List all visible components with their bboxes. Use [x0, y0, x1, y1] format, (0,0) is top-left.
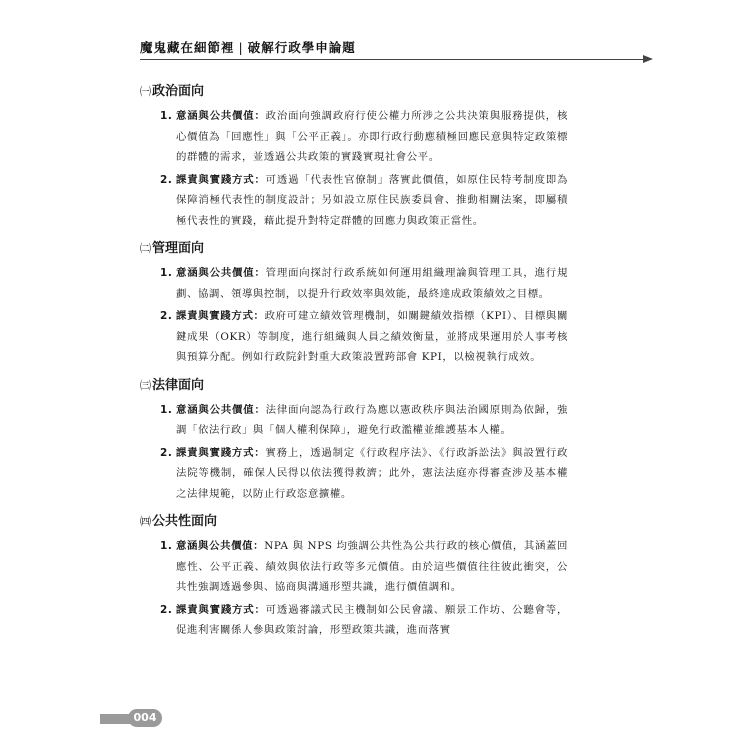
- header-separator: |: [238, 40, 244, 55]
- section-heading: [140, 239, 568, 259]
- item-label: 課責與實踐方式：: [176, 603, 266, 616]
- section-management: [140, 239, 568, 368]
- section-number: ㈢: [140, 378, 151, 392]
- section-number: ㈠: [140, 85, 151, 98]
- list-item: [140, 400, 568, 441]
- list-item: [140, 443, 568, 505]
- item-text: 管理面向探討行政系統如何運用組織理論與管理工具，進行規劃、協調、領導與控制，以提升行政效率與效能，最終達成政策績效之目標。: [176, 267, 568, 300]
- main-content: [140, 74, 568, 643]
- item-text: 實務上，透過制定《行政程序法》、《行政訴訟法》與設置行政法院等機制，確保人民得以依法獲得救濟；此外，憲法法庭亦得審查涉及基本權之法律規範，以防止行政恣意擴權。: [176, 446, 568, 500]
- list-item: [140, 263, 568, 304]
- section-heading: [140, 512, 568, 532]
- item-number: 2.: [160, 173, 173, 186]
- item-number: 1.: [160, 267, 173, 279]
- section-title: 管理面向: [152, 241, 205, 256]
- item-text: NPA 與 NPS 均強調公共性為公共行政的核心價值，其涵蓋回應性、公平正義、績效與依法行政等多元價值。由於這些價值往往彼此衝突，公共性強調透過參與、協商與溝通形塑共識，進行價值調和。: [176, 540, 568, 593]
- item-number: 1.: [160, 110, 173, 122]
- page-number-badge: 004: [128, 709, 162, 727]
- item-label: 意涵與公共價值：: [176, 403, 266, 416]
- section-political: [140, 82, 568, 231]
- list-item: [140, 106, 568, 168]
- item-number: 1.: [160, 403, 173, 416]
- list-item: [140, 536, 568, 598]
- section-heading: [140, 376, 568, 396]
- item-number: 1.: [160, 540, 173, 552]
- item-number: 2.: [160, 603, 173, 616]
- section-title: 政治面向: [152, 84, 205, 99]
- list-item: [140, 170, 568, 232]
- section-legal: [140, 376, 568, 505]
- item-label: 課責與實踐方式：: [176, 310, 265, 322]
- section-title: 公共性面向: [152, 514, 218, 529]
- item-text: 政府可建立績效管理機制，如關鍵績效指標（KPI）、目標與關鍵成果（OKR）等制度，進行組織與人員之績效衡量，並將成果運用於人事考核與預算分配。例如行政院針對重大政策設置跨部會 KPI，以檢視執行成效。: [176, 310, 568, 363]
- header-arrow-icon: [643, 55, 653, 63]
- item-label: 課責與實踐方式：: [176, 173, 266, 186]
- item-label: 意涵與公共價值：: [176, 110, 266, 122]
- header-rule: [140, 59, 650, 60]
- item-number: 2.: [160, 446, 173, 459]
- list-item: [140, 600, 568, 641]
- item-label: 課責與實踐方式：: [176, 446, 266, 459]
- item-text: 可透過審議式民主機制如公民會議、願景工作坊、公聽會等，促進利害關係人參與政策討論，形塑政策共識，進而落實: [176, 603, 568, 636]
- item-label: 意涵與公共價值：: [176, 267, 266, 279]
- item-number: 2.: [160, 310, 173, 322]
- section-title: 法律面向: [152, 377, 205, 393]
- item-text: 法律面向認為行政行為應以憲政秩序與法治國原則為依歸，強調「依法行政」與「個人權利保障」，避免行政濫權並維護基本人權。: [176, 403, 568, 436]
- item-text: 政治面向強調政府行使公權力所涉之公共決策與服務提供，核心價值為「回應性」與「公平正義」。亦即行政行動應積極回應民意與特定政策標的群體的需求，並透過公共政策的實踐實現社會公平。: [176, 110, 568, 163]
- section-publicness: [140, 512, 568, 641]
- running-header: [140, 38, 356, 56]
- section-heading: [140, 82, 568, 102]
- item-text: 可透過「代表性官僚制」落實此價值，如原住民特考制度即為保障消極代表性的制度設計；另如設立原住民族委員會、推動相關法案，即屬積極代表性的實踐，藉此提升對特定群體的回應力與政策正當性。: [176, 173, 568, 227]
- book-title: 魔鬼藏在細節裡: [140, 40, 235, 55]
- section-number: ㈣: [140, 515, 151, 528]
- item-label: 意涵與公共價值：: [176, 540, 265, 552]
- book-subtitle: 破解行政學申論題: [247, 40, 356, 55]
- list-item: [140, 306, 568, 368]
- section-number: ㈡: [140, 242, 151, 255]
